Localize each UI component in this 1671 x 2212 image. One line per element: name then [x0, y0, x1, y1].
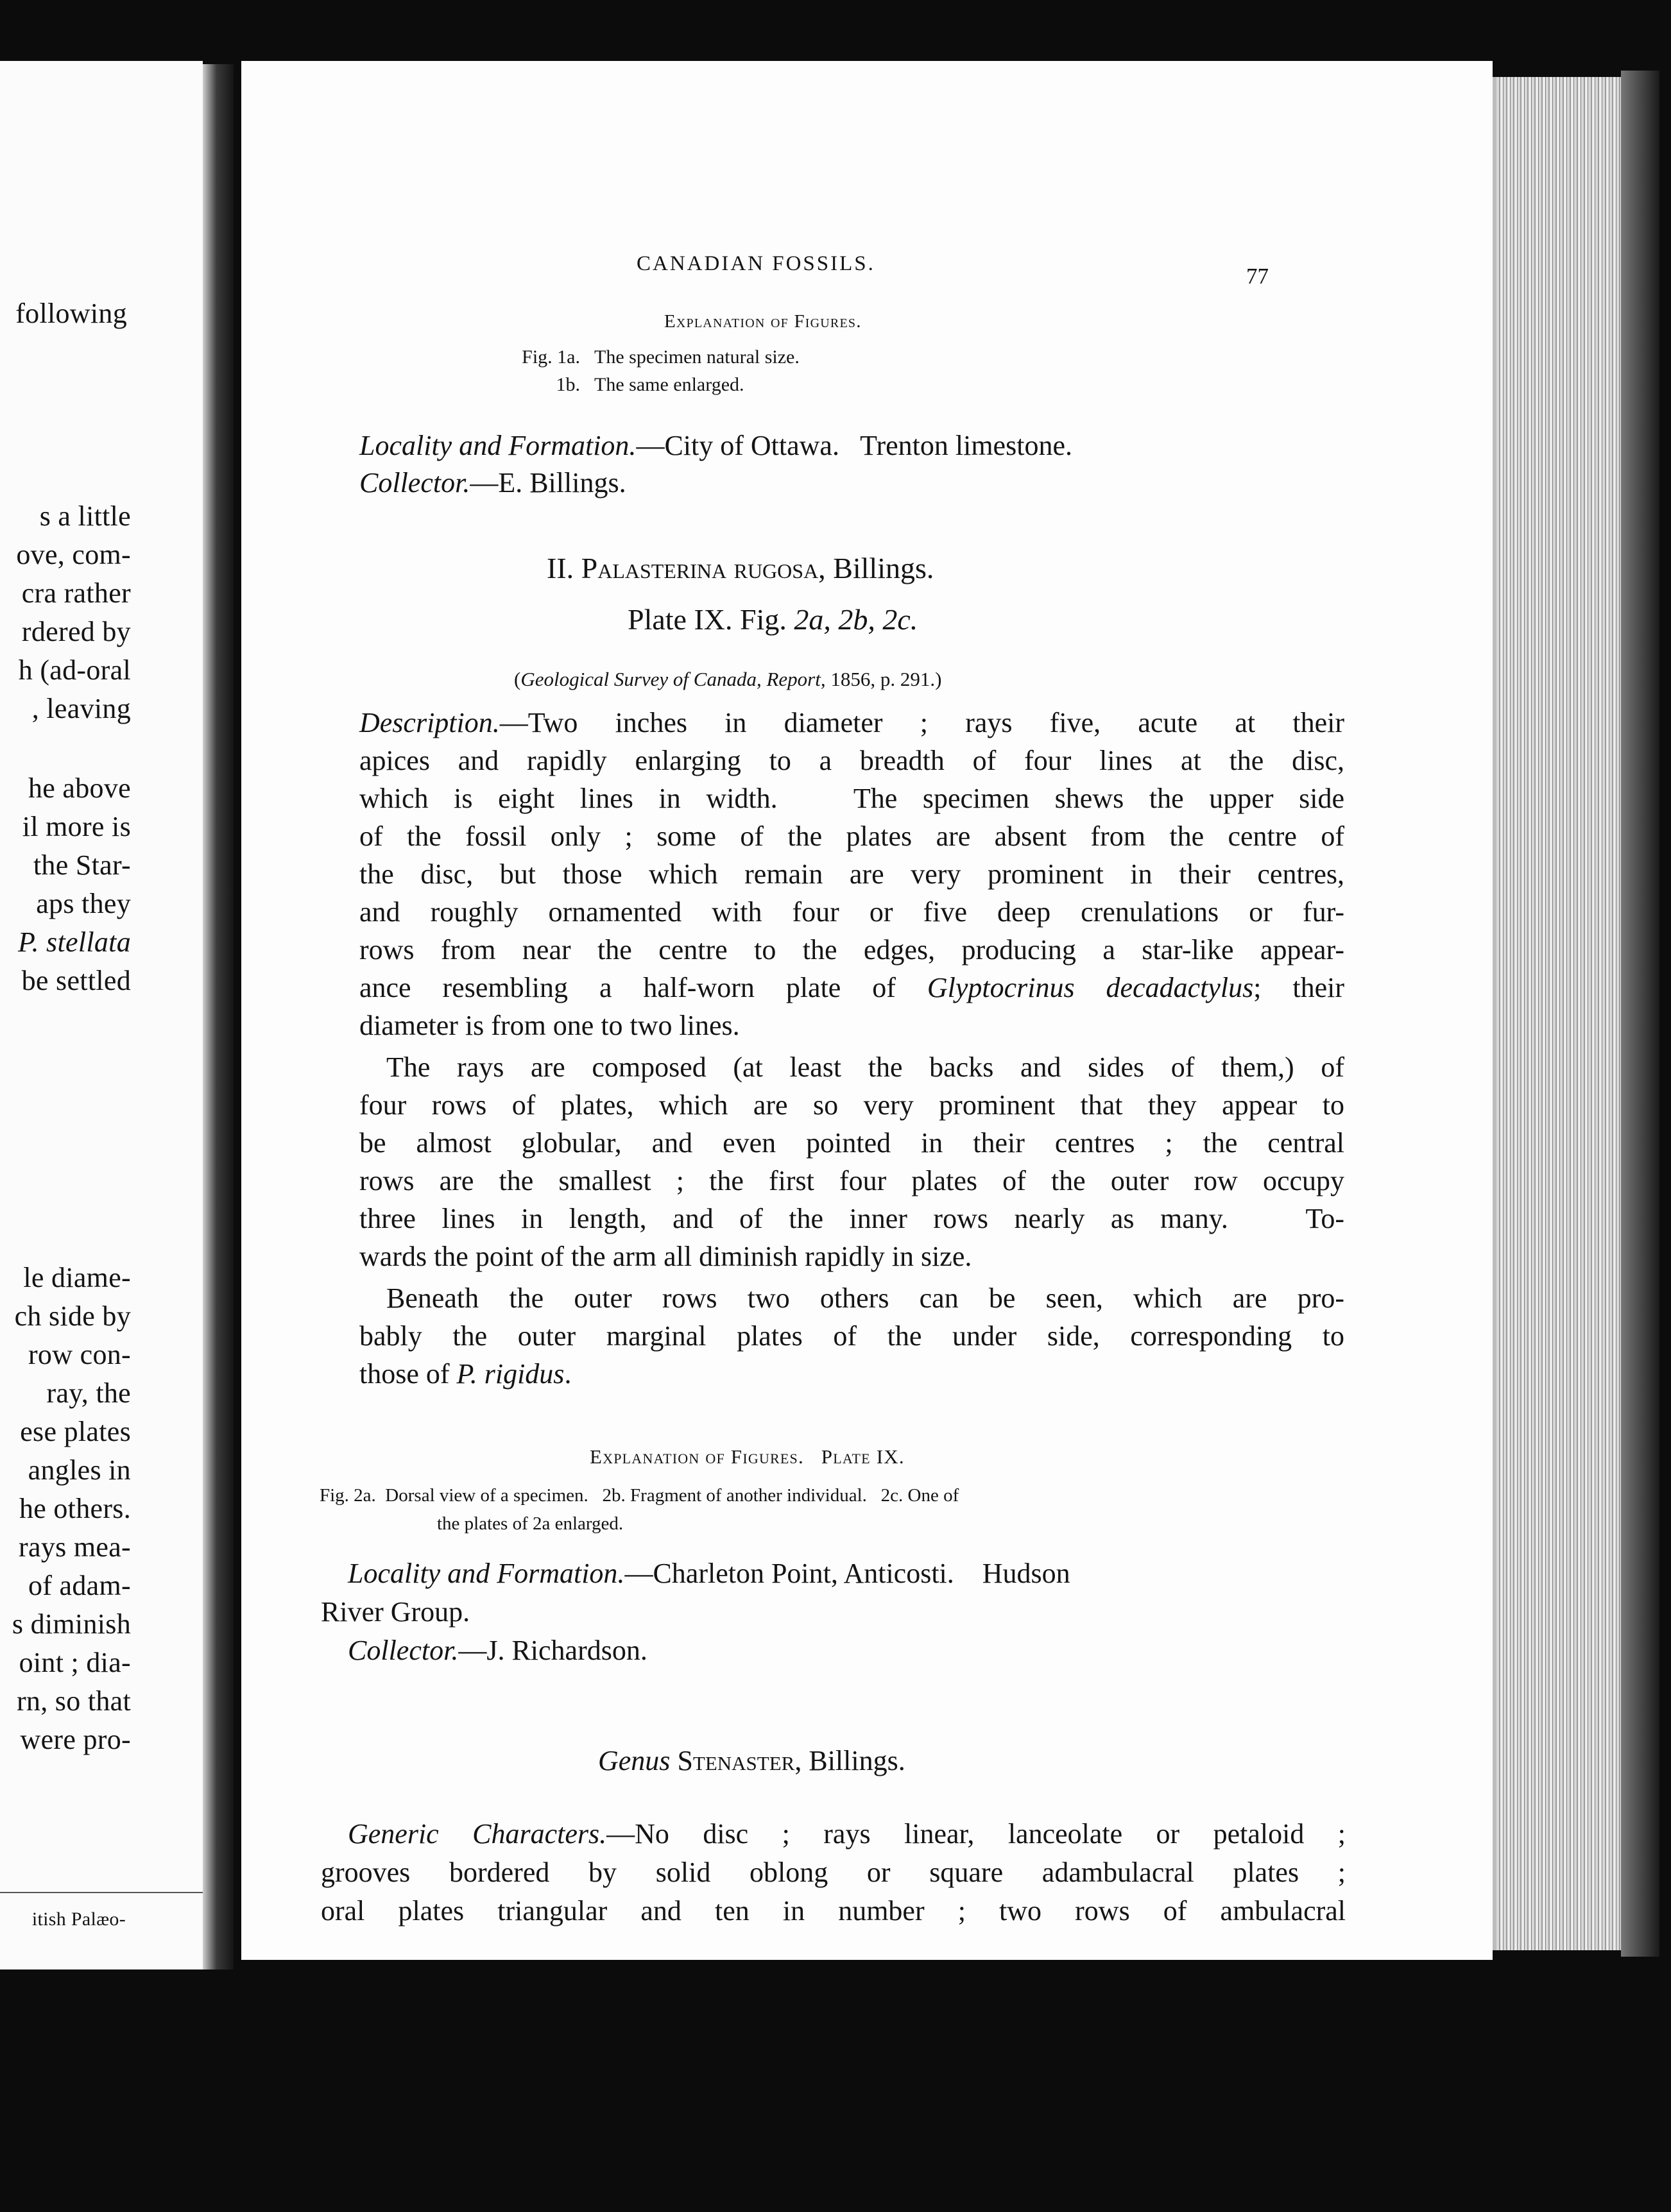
- description-text: .: [564, 1358, 572, 1390]
- species-name: Palasterina rugosa,: [581, 552, 826, 584]
- left-line: P. stellata: [17, 926, 131, 958]
- description-line: be almost globular, and even pointed in their centres ; the central: [359, 1127, 1344, 1159]
- left-line: he above: [28, 772, 131, 804]
- plate-label: Plate IX. Fig.: [628, 603, 787, 636]
- description-line: of the fossil only ; some of the plates are absent from the centre of: [359, 821, 1344, 852]
- left-line: angles in: [28, 1454, 131, 1486]
- collector-label: Collector.: [348, 1635, 459, 1666]
- ref-source: Geological Survey of Canada, Report,: [520, 668, 826, 690]
- main-page: [241, 61, 1493, 1960]
- figure-caption: Fig. 2a. Dorsal view of a specimen. 2b. Fragment of another individual. 2c. One of: [320, 1485, 959, 1506]
- species-author: Billings.: [833, 552, 934, 584]
- description-line: Beneath the outer rows two others can be seen, which are pro-: [386, 1282, 1344, 1314]
- collector-line: [359, 469, 626, 497]
- book-edge-shadow: [1621, 71, 1659, 1957]
- description-text: ance resembling a half-worn plate of: [359, 972, 896, 1003]
- left-line: ray, the: [46, 1377, 131, 1409]
- description-text: ; their: [1253, 972, 1344, 1003]
- left-line: oint ; dia-: [19, 1647, 131, 1678]
- left-line: rn, so that: [16, 1685, 131, 1717]
- description-line: The rays are composed (at least the backs and sides of them,) of: [386, 1051, 1344, 1083]
- generic-characters-text: —No disc ; rays linear, lanceolate or petaloid ;: [606, 1818, 1346, 1850]
- description-line: which is eight lines in width. The specimen shews the upper side: [359, 783, 1344, 814]
- description-line: apices and rapidly enlarging to a breadth of four lines at the disc,: [359, 745, 1344, 776]
- locality-label: Locality and Formation.: [359, 430, 637, 461]
- left-line: h (ad-oral: [18, 654, 131, 686]
- locality-label: Locality and Formation.: [348, 1558, 625, 1589]
- locality-and-formation: [359, 432, 1072, 460]
- description-line: four rows of plates, which are so very prominent that they appear to: [359, 1089, 1344, 1121]
- left-line: cra rather: [21, 577, 131, 609]
- left-footnote-line: itish Palæo-: [31, 1909, 126, 1930]
- locality-and-formation: [348, 1560, 1070, 1588]
- left-line: be settled: [21, 965, 131, 996]
- collector-text: —E. Billings.: [470, 467, 626, 498]
- description-line: wards the point of the arm all diminish rapidly in size.: [359, 1241, 972, 1272]
- running-head: CANADIAN FOSSILS.: [637, 252, 875, 275]
- generic-characters-line: [348, 1820, 1346, 1848]
- left-line: aps they: [36, 888, 131, 919]
- description-line: and roughly ornamented with four or five deep crenulations or fur-: [359, 896, 1344, 928]
- left-line: following: [15, 298, 127, 329]
- left-line: the Star-: [33, 849, 131, 881]
- description-text: —Two inches in diameter ; rays five, acute at their: [499, 707, 1344, 738]
- description-line: three lines in length, and of the inner rows nearly as many. To-: [359, 1203, 1344, 1234]
- description-line: rows are the smallest ; the first four plates of the outer row occupy: [359, 1165, 1344, 1196]
- genus-label: Genus: [598, 1745, 671, 1776]
- figure-caption: The same enlarged.: [594, 374, 744, 395]
- left-line: ch side by: [14, 1300, 131, 1332]
- figure-caption: the plates of 2a enlarged.: [437, 1513, 624, 1534]
- left-line: he others.: [19, 1493, 131, 1524]
- description-line: [359, 1360, 571, 1388]
- locality-text: —Charleton Point, Anticosti. Hudson: [624, 1558, 1070, 1589]
- description-label: Description.: [359, 707, 500, 738]
- left-line: le diame-: [23, 1262, 131, 1293]
- species-number: II.: [547, 552, 574, 584]
- ref-year-page: 1856, p. 291.): [830, 668, 942, 690]
- collector-line: [348, 1637, 647, 1665]
- ref-paren: (: [514, 668, 521, 690]
- left-line: of adam-: [28, 1570, 131, 1601]
- generic-characters-label: Generic Characters.: [348, 1818, 607, 1850]
- collector-label: Collector.: [359, 467, 470, 498]
- description-line: the disc, but those which remain are very prominent in their centres,: [359, 858, 1344, 890]
- figure-label: 1b.: [556, 374, 580, 395]
- locality-text: —City of Ottawa. Trenton limestone.: [636, 430, 1072, 461]
- figure-caption: The specimen natural size.: [594, 346, 800, 368]
- left-line: ese plates: [20, 1416, 131, 1447]
- figure-explanation-title: Explanation of Figures. Plate IX.: [590, 1445, 905, 1468]
- left-line: row con-: [28, 1339, 131, 1370]
- figure-label: Fig. 1a.: [522, 346, 580, 368]
- species-heading: [547, 554, 934, 583]
- locality-continuation: River Group.: [321, 1596, 470, 1628]
- book-gutter: [203, 64, 234, 1970]
- left-line: rays mea-: [19, 1531, 131, 1563]
- description-line: [359, 709, 1344, 737]
- left-line: were pro-: [20, 1724, 131, 1755]
- genus-heading: [598, 1747, 905, 1775]
- left-page-fragment: [0, 61, 203, 1970]
- species-reference: Glyptocrinus decadactylus: [927, 972, 1254, 1003]
- left-line: ove, com-: [16, 539, 131, 570]
- genus-name: Stenaster,: [677, 1745, 802, 1776]
- description-line: bably the outer marginal plates of the under side, corresponding to: [359, 1320, 1344, 1352]
- figure-explanation-item: [503, 375, 744, 395]
- generic-characters-line: grooves bordered by solid oblong or square adambulacral plates ;: [321, 1857, 1346, 1888]
- left-line: s a little: [39, 500, 131, 532]
- left-line: rdered by: [21, 616, 131, 647]
- generic-characters-line: oral plates triangular and ten in number ; two rows of ambulacral: [321, 1895, 1346, 1927]
- page-number: 77: [1246, 264, 1269, 289]
- description-line: rows from near the centre to the edges, producing a star-like appear-: [359, 934, 1344, 966]
- figure-explanation-title: Explanation of Figures.: [664, 311, 862, 332]
- figure-explanation-item: [503, 348, 800, 367]
- collector-text: —J. Richardson.: [458, 1635, 647, 1666]
- bibliographic-reference: [514, 669, 941, 689]
- plate-reference: [628, 605, 918, 634]
- description-line: [359, 974, 1344, 1002]
- genus-author: Billings.: [809, 1745, 905, 1776]
- description-text: those of: [359, 1358, 450, 1390]
- description-line: diameter is from one to two lines.: [359, 1010, 740, 1041]
- species-reference: P. rigidus: [456, 1358, 565, 1390]
- plate-figures: 2a, 2b, 2c.: [794, 603, 918, 636]
- left-line: il more is: [22, 811, 131, 842]
- left-line: , leaving: [31, 693, 131, 724]
- footnote-rule: [0, 1892, 203, 1893]
- left-line: s diminish: [12, 1608, 131, 1640]
